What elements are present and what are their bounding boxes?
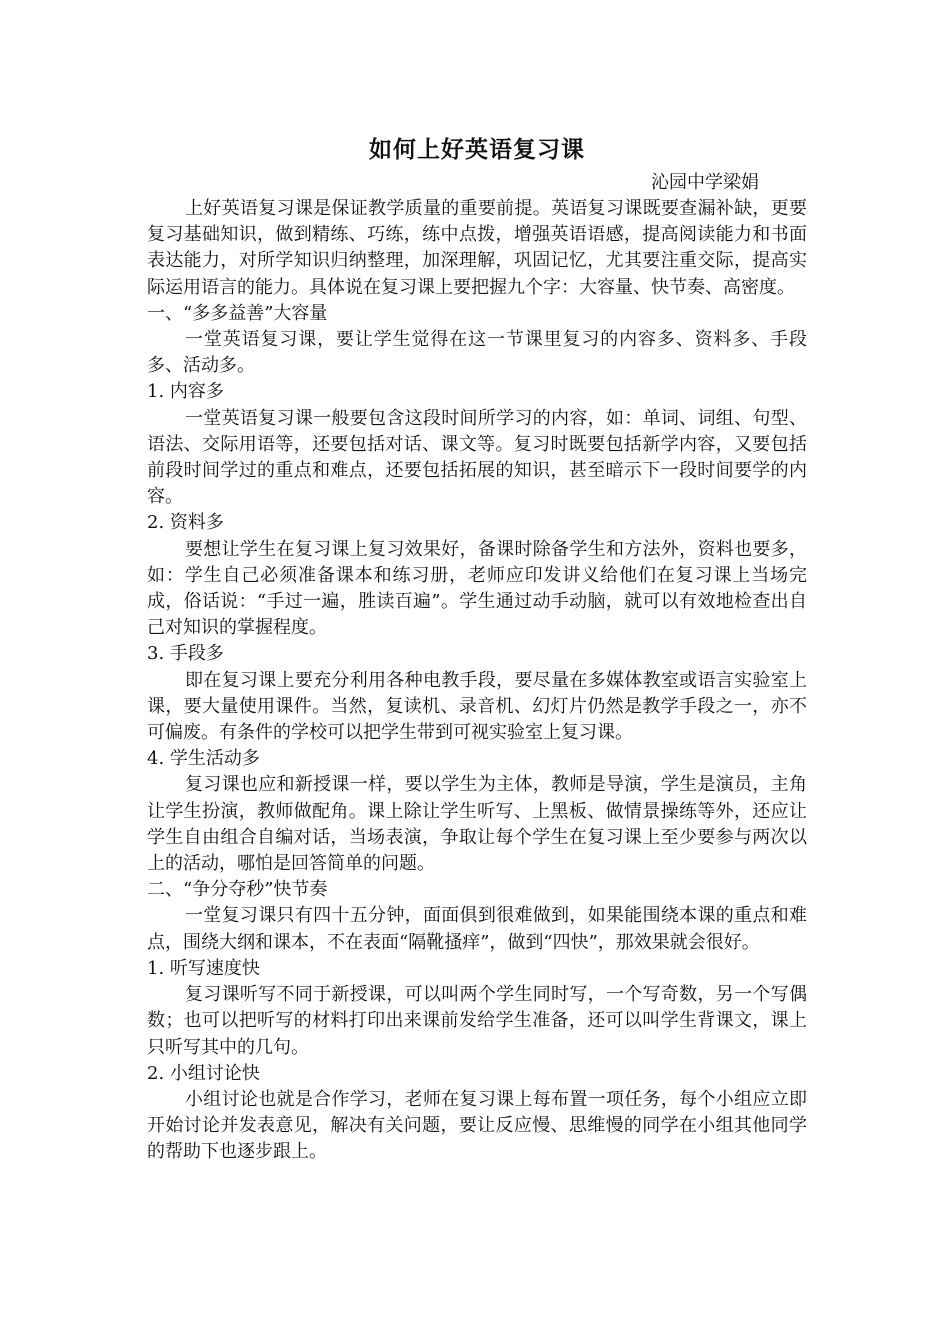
- paragraph: 小组讨论也就是合作学习，老师在复习课上每布置一项任务，每个小组应立即开始讨论并发表意见，解决有关问题，要让反应慢、思维慢的同学在小组其他同学的帮助下也逐步跟上。: [147, 1088, 807, 1163]
- paragraph: 要想让学生在复习课上复习效果好，备课时除备学生和方法外，资料也要多，如：学生自己必须准备课本和练习册，老师应印发讲义给他们在复习课上当场完成，俗话说：“手过一遍，胜读百遍”。学生通过动手动脑，就可以有效地检查出自己对知识的掌握程度。: [147, 538, 807, 639]
- paragraph: 一堂英语复习课，要让学生觉得在这一节课里复习的内容多、资料多、手段多、活动多。: [147, 329, 807, 377]
- paragraph: 复习课听写不同于新授课，可以叫两个学生同时写，一个写奇数，另一个写偶数；也可以把听写的材料打印出来课前发给学生准备，还可以叫学生背课文，课上只听写其中的几句。: [147, 984, 807, 1058]
- author-line: 沁园中学梁娟: [651, 172, 759, 193]
- subsection-heading: 3. 手段多: [147, 643, 224, 665]
- document-page: [147, 130, 807, 1166]
- subsection-heading: 2. 资料多: [147, 512, 224, 534]
- paragraph-intro: 上好英语复习课是保证教学质量的重要前提。英语复习课既要查漏补缺，更要复习基础知识，做到精练、巧练，练中点拨，增强英语语感，提高阅读能力和书面表达能力，对所学知识归纳整理，加深理解，巩固记忆，尤其要注重交际，提高实际运用语言的能力。具体说在复习课上要把握九个字：大容量、快节奏、高密度。: [147, 198, 807, 298]
- subsection-heading: 4. 学生活动多: [147, 748, 260, 770]
- paragraph: 一堂复习课只有四十五分钟，面面俱到很难做到，如果能围绕本课的重点和难点，围绕大纲和课本，不在表面“隔靴搔痒”，做到“四快”，那效果就会很好。: [147, 905, 807, 953]
- subsection-heading: 1. 内容多: [147, 381, 224, 403]
- subsection-heading: 1. 听写速度快: [147, 957, 260, 979]
- subsection-heading: 2. 小组讨论快: [147, 1062, 260, 1084]
- section-heading-1: 一、“多多益善”大容量: [147, 302, 328, 324]
- section-heading-2: 二、“争分夺秒”快节奏: [147, 879, 328, 901]
- paragraph: 一堂英语复习课一般要包含这段时间所学习的内容，如：单词、词组、句型、语法、交际用语等，还要包括对话、课文等。复习时既要包括新学内容，又要包括前段时间学过的重点和难点，还要包括拓展的知识，甚至暗示下一段时间要学的内容。: [147, 407, 807, 508]
- paragraph: 即在复习课上要充分利用各种电教手段，要尽量在多媒体教室或语言实验室上课，要大量使用课件。当然，复读机、录音机、幻灯片仍然是教学手段之一，亦不可偏废。有条件的学校可以把学生带到可视实验室上复习课。: [147, 669, 807, 744]
- paragraph: 复习课也应和新授课一样，要以学生为主体，教师是导演，学生是演员，主角让学生扮演，教师做配角。课上除让学生听写、上黑板、做情景操练等外，还应让学生自由组合自编对话，当场表演，争取让每个学生在复习课上至少要参与两次以上的活动，哪怕是回答简单的问题。: [147, 774, 807, 875]
- document-title: 如何上好英语复习课: [369, 137, 585, 163]
